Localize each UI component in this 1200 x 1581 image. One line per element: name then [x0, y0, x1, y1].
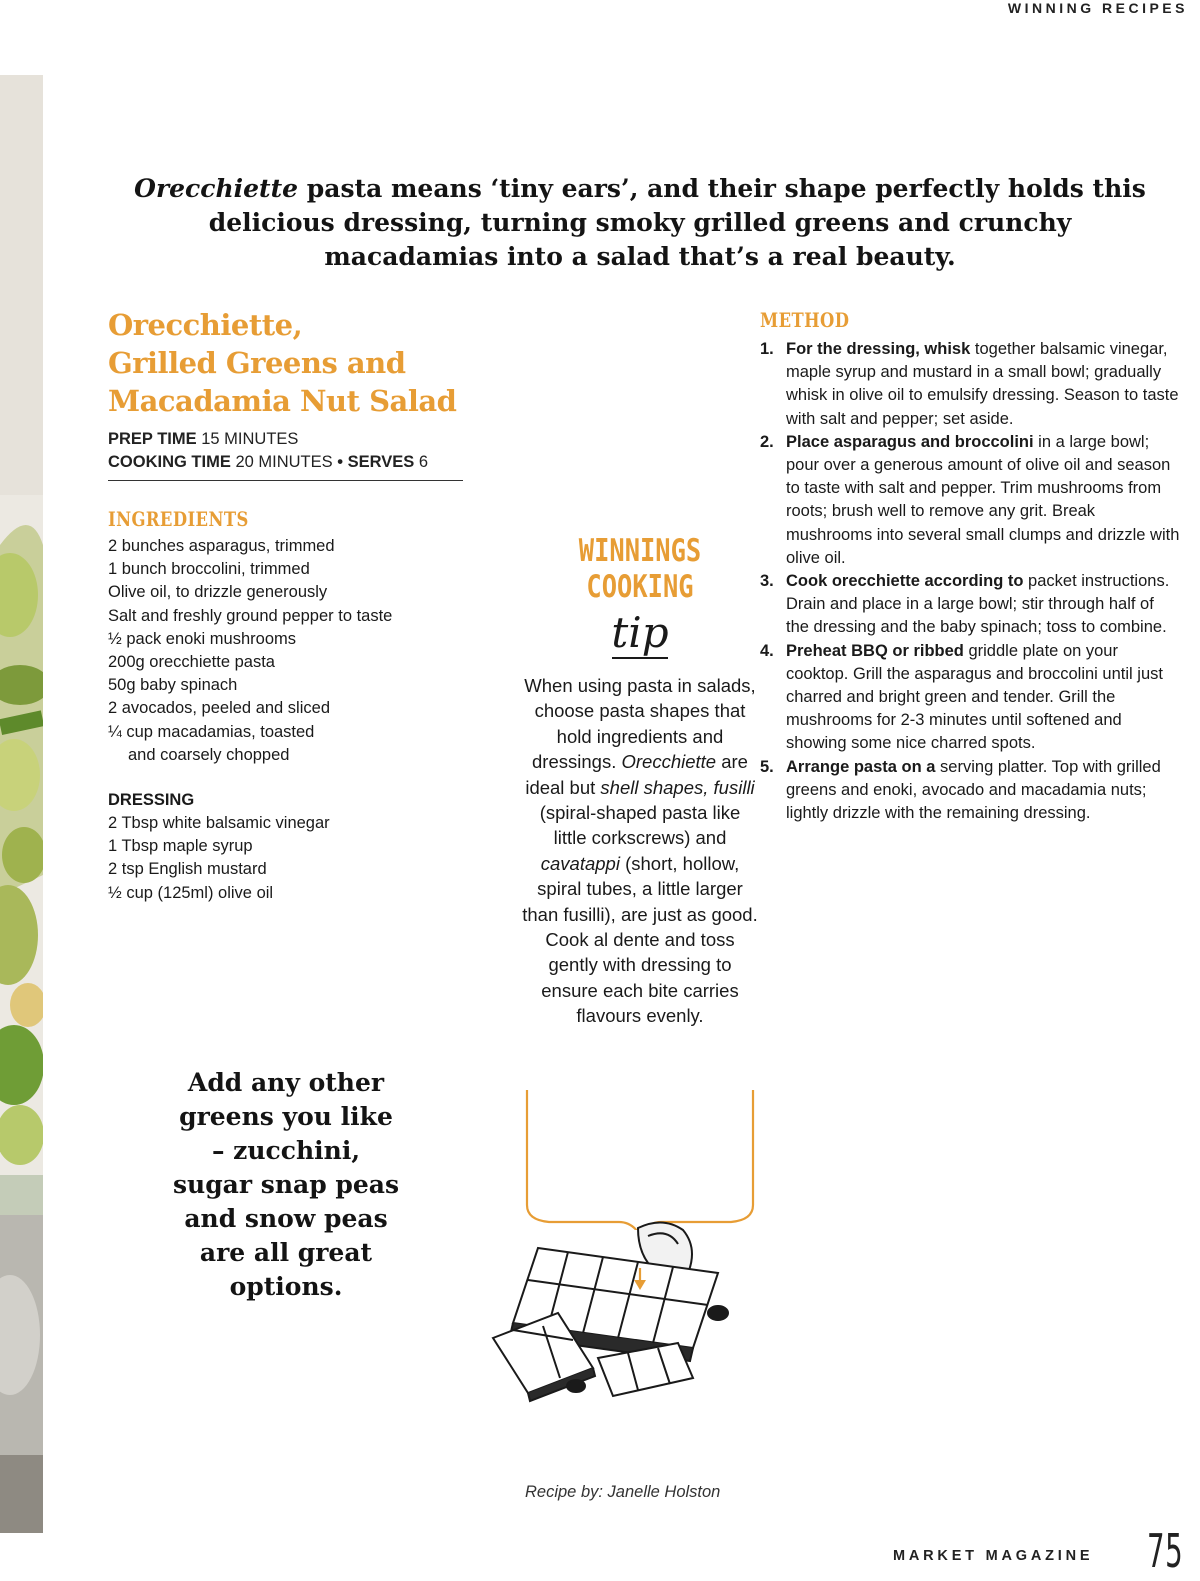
step-lead: For the dressing, whisk — [786, 340, 971, 358]
tip-text: are ideal but — [525, 751, 748, 798]
tip-text: (spiral-shaped pasta like little corkscrews) and — [539, 802, 741, 849]
method-steps — [760, 338, 1180, 825]
step-text: griddle plate on your cooktop. Grill the asparagus and broccolini until just charred and bright green and tender. Grill the mushrooms for 2-3 minutes until softened and showing some nice charred spots. — [786, 641, 1163, 753]
meta-bullet: • — [337, 453, 343, 471]
recipe-title-line: Macadamia Nut Salad — [108, 384, 457, 418]
tip-body — [520, 673, 760, 1029]
ingredient-item-continuation: and coarsely chopped — [128, 745, 290, 764]
tip-title-line: COOKING — [586, 569, 694, 605]
step-text: together balsamic vinegar, maple syrup and mustard in a small bowl; gradually whisk in olive oil to emulsify dressing. Season to taste with salt and pepper; set aside. — [786, 340, 1179, 428]
intro-text: pasta means ‘tiny ears’, and their shape perfectly holds this delicious dressing, turning smoky grilled greens and crunchy macadamias into a salad that’s a real beauty. — [208, 174, 1146, 271]
recipe-title — [108, 306, 468, 420]
tip-text-italic: Orecchiette — [621, 751, 717, 773]
step-lead: Cook orecchiette according to — [786, 572, 1024, 591]
step-number: 5. — [760, 757, 774, 776]
method-step — [760, 338, 1180, 431]
method-step — [760, 570, 1180, 640]
step-text: in a large bowl; pour over a generous amount of olive oil and season to taste with salt and pepper. Trim mushrooms from roots; brush well to remove any grit. Break mushrooms into several small clumps and drizzle with olive oil. — [786, 432, 1180, 567]
ingredients-section — [108, 507, 488, 905]
tip-text-italic: cavatappi — [540, 852, 620, 874]
ingredient-item: 2 avocados, peeled and sliced — [108, 699, 330, 718]
pullquote: Add any other greens you like – zucchini, sugar snap peas and snow peas are all great options. — [172, 1068, 400, 1301]
method-step — [760, 640, 1180, 756]
ingredient-item: 2 bunches asparagus, trimmed — [108, 537, 335, 555]
step-text: packet instructions. Drain and place in a large bowl; stir through half of the dressing and the baby spinach; toss to combine. — [786, 572, 1170, 637]
ingredient-item: 50g baby spinach — [108, 676, 238, 695]
tip-title — [542, 533, 739, 605]
recipe-title-line: Orecchiette, — [108, 308, 303, 342]
tip-text: When using pasta in salads, choose pasta shapes that hold ingredients and dressings. — [524, 675, 756, 773]
cooking-time-value: 20 MINUTES — [235, 453, 333, 471]
serves-label: SERVES — [347, 453, 415, 471]
ingredient-item: ½ pack enoki mushrooms — [108, 629, 297, 648]
tip-text: (short, hollow, spiral tubes, a little larger than fusilli), are just as good. Cook al dente and toss gently with dressing to ensure each bite carries flavours evenly. — [522, 852, 758, 1027]
step-number: 4. — [760, 641, 774, 660]
recipe-header — [108, 306, 468, 481]
tip-bracket — [524, 1090, 756, 1230]
recipe-credit: Recipe by: Janelle Holston — [525, 1483, 721, 1501]
intro-italic-lead: Orecchiette — [134, 174, 299, 203]
dressing-item: 1 Tbsp maple syrup — [108, 837, 253, 856]
step-number: 2. — [760, 432, 774, 451]
step-number: 3. — [760, 572, 774, 591]
section-label: WINNING RECIPES — [1007, 0, 1188, 16]
ingredient-item: 1 bunch broccolini, trimmed — [108, 560, 310, 579]
recipe-title-line: Grilled Greens and — [108, 346, 406, 380]
dressing-item: 2 tsp English mustard — [108, 860, 267, 879]
ingredient-item: Olive oil, to drizzle generously — [108, 583, 328, 602]
step-lead: Arrange pasta on a — [786, 757, 936, 776]
dressing-heading: DRESSING — [108, 791, 195, 810]
method-step — [760, 431, 1180, 570]
intro-paragraph — [130, 172, 1150, 274]
meta-divider — [108, 480, 463, 481]
cooking-time-label: COOKING TIME — [108, 453, 231, 471]
method-section — [760, 308, 1180, 825]
method-heading: METHOD — [760, 308, 850, 332]
dressing-list — [108, 812, 488, 905]
dressing-item: ½ cup (125ml) olive oil — [108, 883, 274, 902]
tip-title-line: WINNINGS — [578, 533, 702, 569]
chocolate-illustration — [488, 1218, 738, 1403]
serves-value: 6 — [418, 453, 429, 471]
ingredient-item — [108, 721, 488, 767]
ingredient-item: Salt and freshly ground pepper to taste — [108, 606, 393, 625]
salad-photo — [0, 75, 43, 1533]
tip-script-word: tip — [611, 608, 669, 657]
recipe-meta — [108, 428, 468, 474]
dressing-item: 2 Tbsp white balsamic vinegar — [108, 814, 330, 833]
step-number: 1. — [760, 340, 774, 358]
magazine-name: MARKET MAGAZINE — [893, 1548, 1094, 1564]
cooking-tip-box — [520, 533, 760, 1029]
tip-underline — [612, 657, 668, 659]
tip-text-italic: shell shapes, fusilli — [600, 776, 755, 798]
step-lead: Place asparagus and broccolini — [786, 432, 1034, 451]
method-step — [760, 756, 1180, 826]
page-number: 75 — [1147, 1524, 1184, 1578]
prep-time-value: 15 MINUTES — [201, 430, 299, 448]
step-lead: Preheat BBQ or ribbed — [786, 641, 964, 660]
ingredient-item-text: ¼ cup macadamias, toasted — [108, 722, 315, 741]
prep-time-label: PREP TIME — [108, 430, 197, 448]
step-text: serving platter. Top with grilled greens and enoki, avocado and macadamia nuts; lightly drizzle with the remaining dressing. — [786, 757, 1161, 823]
ingredient-item: 200g orecchiette pasta — [108, 653, 275, 672]
ingredients-heading: INGREDIENTS — [108, 507, 249, 531]
ingredients-list — [108, 535, 488, 767]
